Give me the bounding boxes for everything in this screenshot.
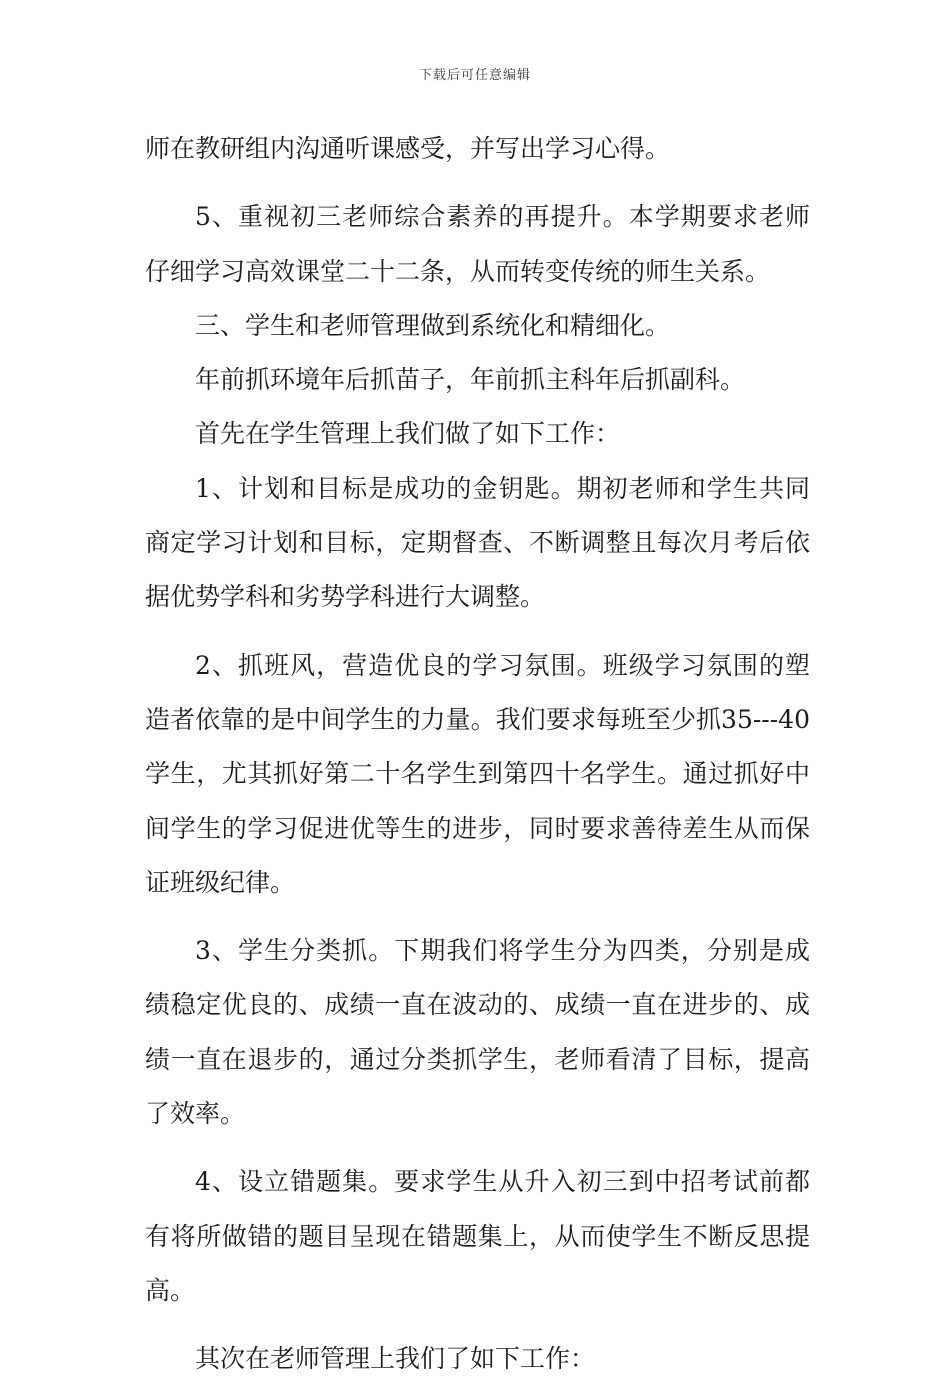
paragraph-strategy: 年前抓环境年后抓苗子，年前抓主科年后抓副科。 — [195, 365, 746, 395]
paragraph-item-1: 1、计划和目标是成功的金钥匙。期初老师和学生共同商定学习计划和目标，定期督查、不断调整且每次月考后依据优势学科和劣势学科进行大调整。 — [145, 473, 810, 612]
paragraph-item-4: 4、设立错题集。要求学生从升入初三到中招考试前都有将所做错的题目呈现在错题集上，从而使学生不断反思提高。 — [145, 1167, 810, 1305]
paragraph-item-3: 3、学生分类抓。下期我们将学生分为四类，分别是成绩稳定优良的、成绩一直在波动的、成绩一直在进步的、成绩一直在退步的，通过分类抓学生，老师看清了目标，提高了效率。 — [145, 936, 810, 1129]
paragraph-continued: 师在教研组内沟通听课感受，并写出学习心得。 — [145, 134, 671, 163]
document-body — [145, 122, 810, 1387]
paragraph-item-5: 5、重视初三老师综合素养的再提升。本学期要求老师仔细学习高效课堂二十二条，从而转变传统的师生关系。 — [145, 202, 810, 286]
paragraph-teacher-intro: 其次在老师管理上我们了如下工作： — [195, 1344, 596, 1374]
page-header-note: 下载后可任意编辑 — [418, 68, 531, 83]
paragraph-item-2: 2、抓班风，营造优良的学习氛围。班级学习氛围的塑造者依靠的是中间学生的力量。我们要求每班至少抓35---40学生，尤其抓好第二十名学生到第四十名学生。通过抓好中间学生的学习促进优等生的进步，同时要求善待差生从而保证班级纪律。 — [145, 650, 810, 897]
section-heading-3: 三、学生和老师管理做到系统化和精细化。 — [195, 310, 671, 340]
paragraph-student-intro: 首先在学生管理上我们做了如下工作： — [195, 419, 621, 449]
